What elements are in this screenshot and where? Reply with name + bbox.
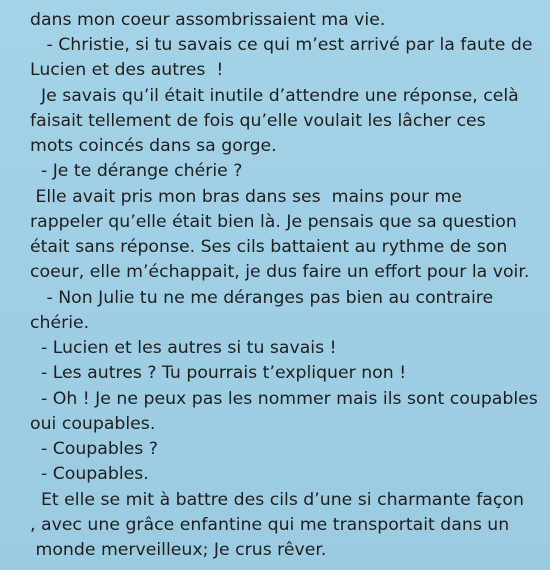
- text-line: faisait tellement de fois qu’elle voulait les lâcher ces: [30, 111, 486, 131]
- text-line: Lucien et des autres !: [30, 60, 224, 80]
- text-line: Elle avait pris mon bras dans ses mains pour me: [30, 187, 462, 207]
- text-line: dans mon coeur assombrissaient ma vie.: [30, 10, 386, 30]
- text-line: était sans réponse. Ses cils battaient au rythme de son: [30, 237, 508, 257]
- text-line: oui coupables.: [30, 414, 156, 434]
- text-line: rappeler qu’elle était bien là. Je pensais que sa question: [30, 212, 517, 232]
- text-line: Je savais qu’il était inutile d’attendre une réponse, celà: [30, 86, 519, 106]
- text-line: monde merveilleux; Je crus rêver.: [30, 540, 327, 560]
- text-line: - Les autres ? Tu pourrais t’expliquer non !: [30, 363, 407, 383]
- text-line: - Je te dérange chérie ?: [30, 161, 243, 181]
- text-line: - Coupables ?: [30, 439, 158, 459]
- text-line: mots coincés dans sa gorge.: [30, 136, 277, 156]
- text-line: - Christie, si tu savais ce qui m’est arrivé par la faute de: [30, 35, 533, 55]
- text-line: , avec une grâce enfantine qui me transportait dans un: [30, 515, 510, 535]
- text-line: Et elle se mit à battre des cils d’une si charmante façon: [30, 490, 524, 510]
- text-line: - Oh ! Je ne peux pas les nommer mais ils sont coupables: [30, 389, 538, 409]
- text-line: - Coupables.: [30, 464, 149, 484]
- text-line: chérie.: [30, 313, 90, 333]
- text-line: - Non Julie tu ne me déranges pas bien au contraire: [30, 288, 494, 308]
- text-line: - Lucien et les autres si tu savais !: [30, 338, 337, 358]
- text-line: coeur, elle m’échappait, je dus faire un effort pour la voir.: [30, 262, 530, 282]
